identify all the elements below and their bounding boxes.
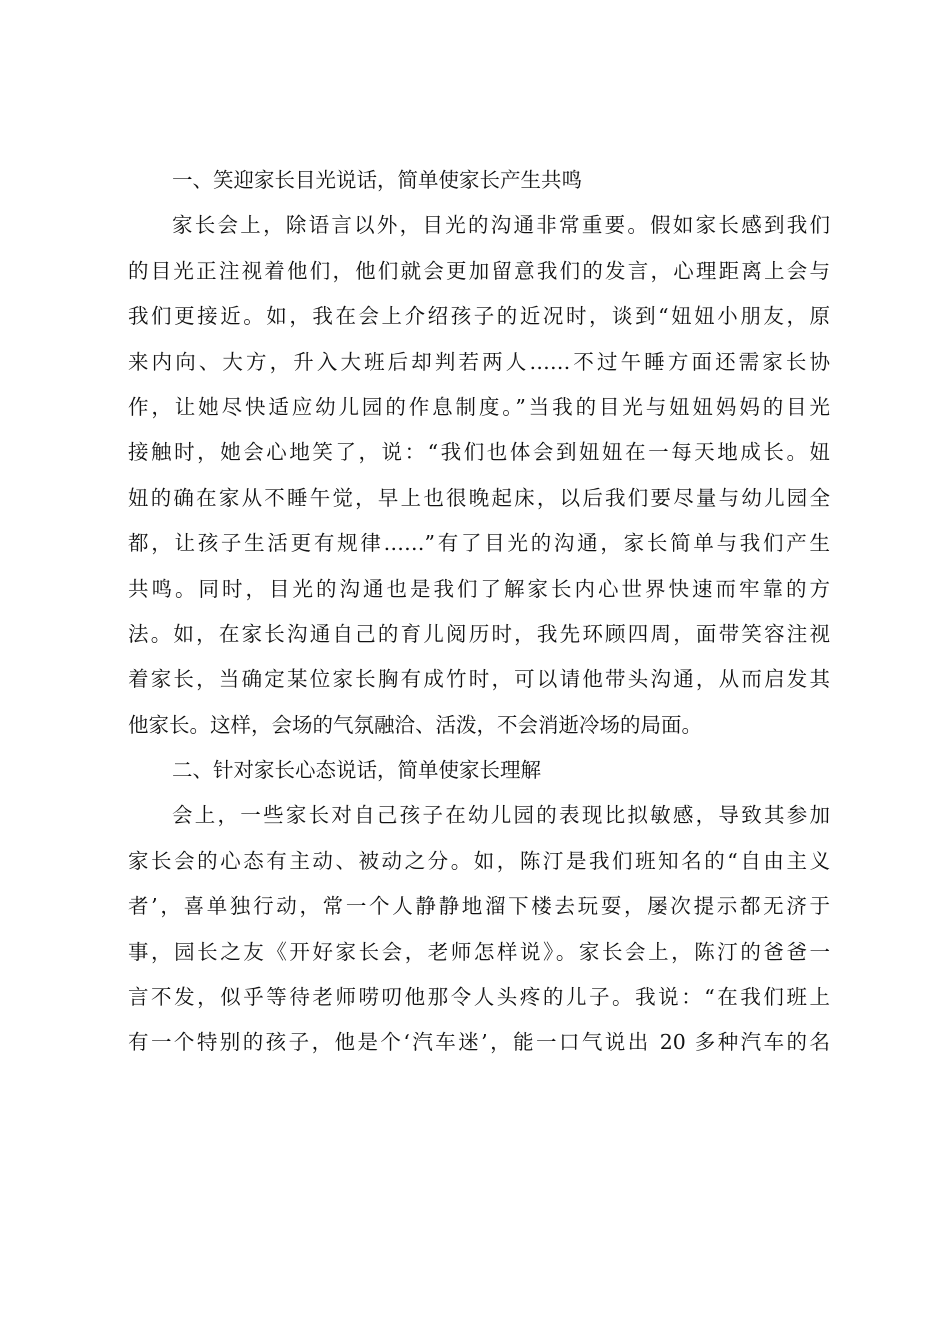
paragraph-line: 言不发，似乎等待老师唠叨他那令人头疼的儿子。我说：“在我们班上 — [128, 985, 830, 1010]
paragraph-line: 妞的确在家从不睡午觉，早上也很晚起床，以后我们要尽量与幼儿园全 — [128, 485, 830, 510]
paragraph-line: 我们更接近。如，我在会上介绍孩子的近况时，谈到“妞妞小朋友，原 — [128, 304, 830, 329]
paragraph-line: 接触时，她会心地笑了，说：“我们也体会到妞妞在一每天地成长。妞 — [128, 440, 830, 465]
paragraph-line: 他家长。这样，会场的气氛融洽、活泼，不会消逝冷场的局面。 — [128, 712, 702, 737]
paragraph-line: 都，让孩子生活更有规律……”有了目光的沟通，家长简单与我们产生 — [128, 531, 830, 556]
paragraph-line: 来内向、大方，升入大班后却判若两人……不过午睡方面还需家长协 — [128, 349, 830, 374]
paragraph-first-line: 家长会上，除语言以外，目光的沟通非常重要。假如家长感到我们 — [172, 213, 830, 238]
paragraph-line: 有一个特别的孩子，他是个‘汽车迷’，能一口气说出 20 多种汽车的名 — [128, 1030, 830, 1055]
document-body — [128, 158, 830, 1066]
paragraph-line: 家长会的心态有主动、被动之分。如，陈汀是我们班知名的“自由主义 — [128, 848, 830, 873]
paragraph-line: 的目光正注视着他们，他们就会更加留意我们的发言，心理距离上会与 — [128, 258, 830, 283]
paragraph-line: 者’，喜单独行动，常一个人静静地溜下楼去玩耍，屡次提示都无济于 — [128, 894, 830, 919]
paragraph-line: 作，让她尽快适应幼儿园的作息制度。”当我的目光与妞妞妈妈的目光 — [128, 394, 830, 419]
paragraph-line: 共鸣。同时，目光的沟通也是我们了解家长内心世界快速而牢靠的方 — [128, 576, 830, 601]
paragraph-line: 法。如，在家长沟通自己的育儿阅历时，我先环顾四周，面带笑容注视 — [128, 621, 830, 646]
paragraph-line: 着家长，当确定某位家长胸有成竹时，可以请他带头沟通，从而启发其 — [128, 667, 830, 692]
paragraph-first-line: 二、针对家长心态说话，简单使家长理解 — [172, 758, 541, 783]
paragraph-line: 事，园长之友《开好家长会，老师怎样说》。家长会上，陈汀的爸爸一 — [128, 939, 830, 964]
paragraph-first-line: 会上，一些家长对自己孩子在幼儿园的表现比拟敏感，导致其参加 — [172, 803, 830, 828]
paragraph-first-line: 一、笑迎家长目光说话，简单使家长产生共鸣 — [172, 168, 582, 192]
